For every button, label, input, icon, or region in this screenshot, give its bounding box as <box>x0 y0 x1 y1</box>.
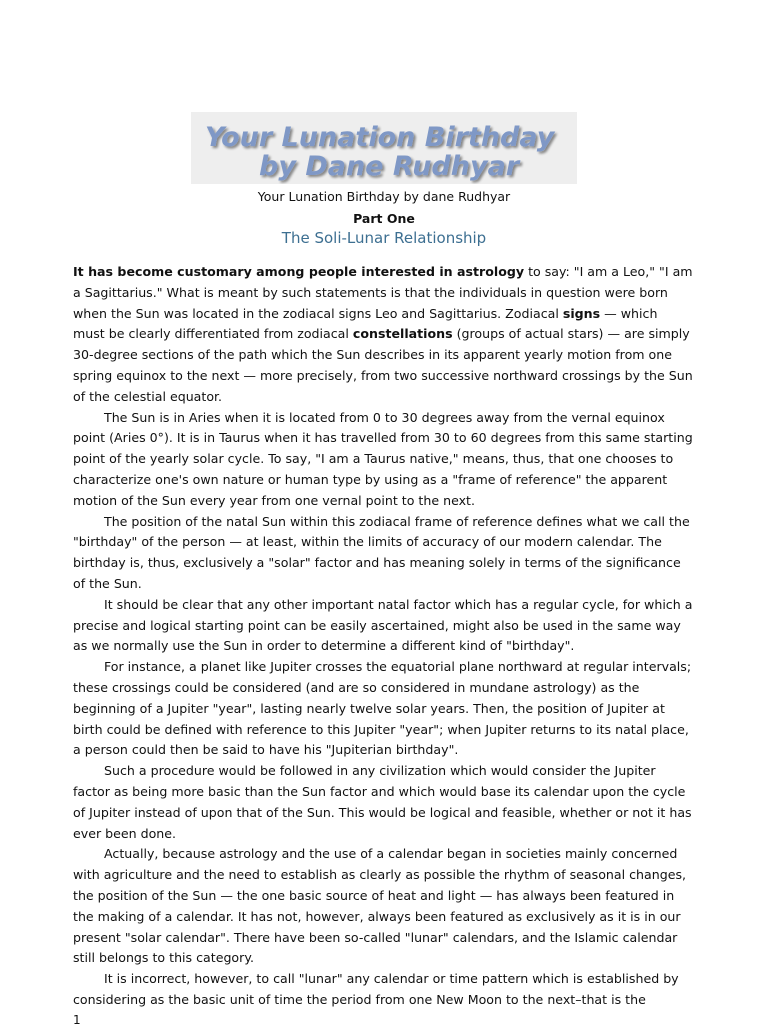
title-banner-image <box>191 112 577 184</box>
p1-text-c: (groups of actual stars) — are simply 30-degree sections of the path which the Sun describes in its apparent yearly motion from one spring equinox to the next — more precisely, from two successive northward crossings by the Sun of the celestial equator. <box>73 326 693 404</box>
p1-text-b: — which must be clearly differentiated from zodiacal <box>73 305 658 342</box>
banner-line-2: by Dane Rudhyar <box>259 151 520 182</box>
part-heading: Part One <box>353 211 415 226</box>
paragraph-4: It should be clear that any other important natal factor which has a regular cycle, for which a precise and logical starting point can be easily ascertained, might also be used in the same way as we normally use the Sun in order to determine a different kind of "birthday". <box>73 596 693 654</box>
section-title: The Soli-Lunar Relationship <box>281 229 487 247</box>
paragraph-1 <box>73 262 693 408</box>
title-banner-graphic <box>191 112 577 184</box>
page-number: 1 <box>73 1013 81 1027</box>
p1-signs: signs <box>562 305 601 321</box>
p1-text-a: to say: "I am a Leo," "I am a Sagittarius." What is meant by such statements is that the individuals in question were born when the Sun was located in the zodiacal signs Leo and Sagittarius. Zodiacal <box>73 264 693 321</box>
document-subtitle: Your Lunation Birthday by dane Rudhyar <box>257 189 511 204</box>
paragraph-8: It is incorrect, however, to call "lunar" any calendar or time pattern which is established by considering as the basic unit of time the period from one New Moon to the next–that is the <box>73 971 679 1007</box>
p1-bold-lead: It has become customary among people interested in astrology <box>73 264 525 279</box>
banner-line-1: Your Lunation Birthday <box>205 122 555 153</box>
paragraph-3: The position of the natal Sun within this zodiacal frame of reference defines what we call the "birthday" of the person — at least, within the limits of accuracy of our modern calendar. The birthday is, thus, exclusively a "solar" factor and has meaning solely in terms of the significance of the Sun. <box>73 513 690 591</box>
p1-constellations: constellations <box>352 326 453 342</box>
paragraph-2: The Sun is in Aries when it is located from 0 to 30 degrees away from the vernal equinox point (Aries 0°). It is in Taurus when it has travelled from 30 to 60 degrees from this same starting point of the yearly solar cycle. To say, "I am a Taurus native," means, thus, that one chooses to characterize one's own nature or human type by using as a "frame of reference" the apparent motion of the Sun every year from one vernal point to the next. <box>73 409 693 508</box>
paragraph-6: Such a procedure would be followed in any civilization which would consider the Jupiter factor as being more basic than the Sun factor and which would base its calendar upon the cycle of Jupiter instead of upon that of the Sun. This would be logical and feasible, whether or not it has ever been done. <box>73 763 692 841</box>
document-body <box>73 262 693 1011</box>
paragraph-7: Actually, because astrology and the use of a calendar began in societies mainly concerned with agriculture and the need to establish as clearly as possible the rhythm of seasonal changes, the position of the Sun — the one basic source of heat and light — has always been featured in the making of a calendar. It has not, however, always been featured as exclusively as it is in our present "solar calendar". There have been so-called "lunar" calendars, and the Islamic calendar still belongs to this category. <box>73 846 687 966</box>
paragraph-5: For instance, a planet like Jupiter crosses the equatorial plane northward at regular intervals; these crossings could be considered (and are so considered in mundane astrology) as the beginning of a Jupiter "year", lasting nearly twelve solar years. Then, the position of Jupiter at birth could be defined with reference to this Jupiter "year"; when Jupiter returns to its natal place, a person could then be said to have his "Jupiterian birthday". <box>73 659 692 758</box>
